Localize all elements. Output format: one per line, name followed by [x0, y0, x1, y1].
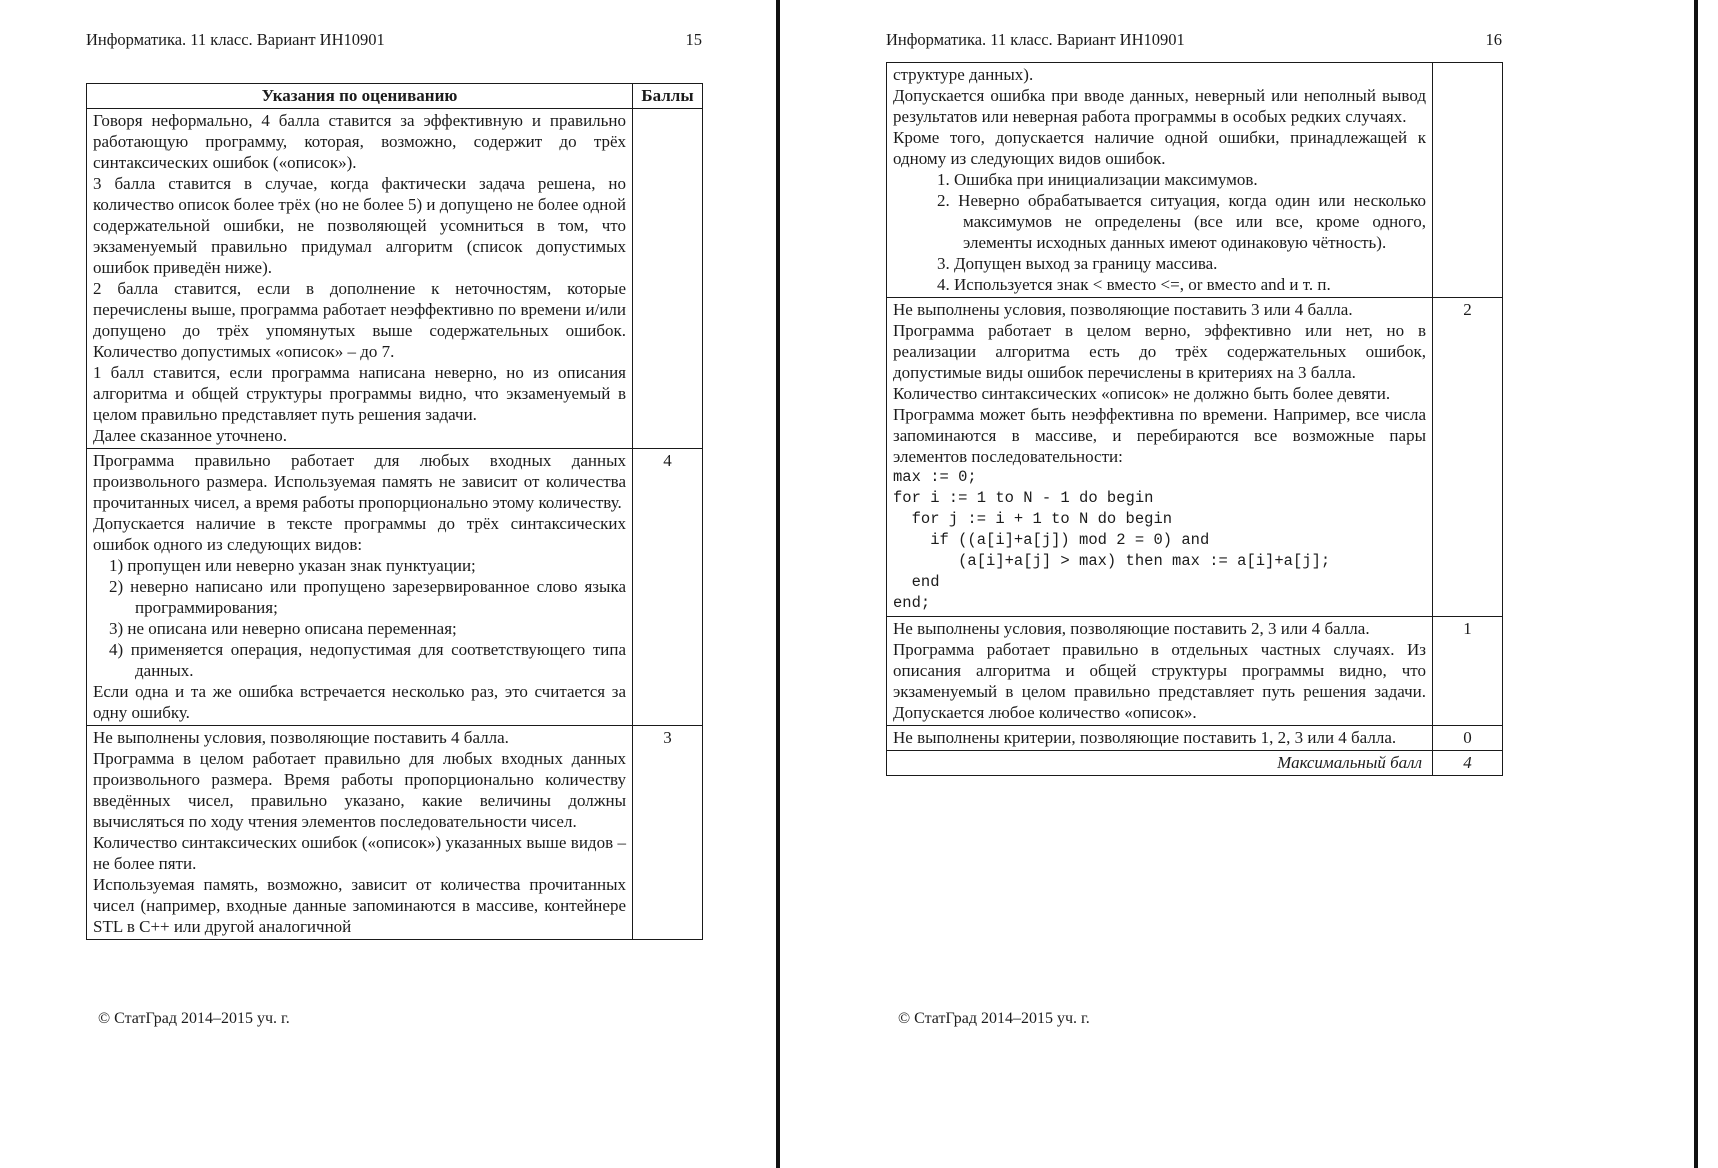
code-line: end; [893, 594, 931, 612]
list-item: 1. Ошибка при инициализации максимумов. [937, 170, 1258, 189]
paragraph: структуре данных). [893, 65, 1034, 84]
table-header-criteria: Указания по оцениванию [87, 84, 633, 109]
table-row-score-2 [887, 298, 1503, 617]
page-footer: © СтатГрад 2014–2015 уч. г. [98, 1010, 290, 1027]
paragraph: Программа в целом работает правильно для любых входных данных произвольного размера. Время работы пропорционально количеству введённых чисел, правильно указано, какие величины должны вычисляться по ходу чтения элементов последовательности чисел. [93, 749, 626, 831]
paragraph: Допускается наличие в тексте программы до трёх синтаксических ошибок одного из следующих видов: [93, 514, 626, 554]
criteria-cell [887, 617, 1433, 726]
criteria-cell [87, 449, 633, 726]
paragraph: 3 балла ставится в случае, когда фактически задача решена, но количество описок более трёх (но не более 5) и допущено не более одной содержательной ошибки, не позволяющей усомниться в том, что экзаменуемый правильно придумал алгоритм (список допустимых ошибок приведён ниже). [93, 174, 626, 277]
paragraph: Кроме того, допускается наличие одной ошибки, принадлежащей к одному из следующих видов ошибок. [893, 128, 1426, 168]
paragraph: Программа работает правильно в отдельных частных случаях. Из описания алгоритма и общей структуры программы видно, что экзаменуемый в целом правильно представляет путь решения задачи. Допускается любое количество «описок». [893, 640, 1426, 722]
list-item: 4) применяется операция, недопустимая для соответствующего типа данных. [109, 640, 626, 680]
paragraph: Не выполнены условия, позволяющие поставить 2, 3 или 4 балла. [893, 619, 1370, 638]
table-header-row [87, 84, 703, 109]
page-number: 15 [685, 30, 702, 49]
criteria-cell [887, 63, 1433, 298]
score-cell: 2 [1433, 298, 1503, 617]
table-row-score-0 [887, 726, 1503, 751]
page-number: 16 [1485, 30, 1502, 49]
scoring-table [86, 83, 703, 940]
criteria-cell [87, 109, 633, 449]
score-cell [633, 109, 703, 449]
criteria-cell [887, 298, 1433, 617]
list-item: 4. Используется знак < вместо <=, or вместо and и т. п. [937, 275, 1331, 294]
page-header [86, 30, 702, 50]
paragraph: Не выполнены условия, позволяющие поставить 4 балла. [93, 728, 509, 747]
criteria-cell [87, 726, 633, 940]
page-15 [86, 30, 702, 1145]
table-row-score-3-continued [887, 63, 1503, 298]
criteria-cell [887, 726, 1433, 751]
max-score-value: 4 [1433, 751, 1503, 776]
paragraph: Количество синтаксических «описок» не должно быть более девяти. [893, 384, 1391, 403]
table-row-score-1 [887, 617, 1503, 726]
score-cell: 3 [633, 726, 703, 940]
score-cell: 0 [1433, 726, 1503, 751]
code-line: end [893, 573, 940, 591]
list-item: 2. Неверно обрабатывается ситуация, когда один или несколько максимумов не определены (все или все, кроме одного, элементы исходных данных имеют одинаковую чётность). [937, 191, 1426, 252]
paragraph: Количество синтаксических ошибок («описок») указанных выше видов – не более пяти. [93, 833, 626, 873]
scoring-table-continued [886, 62, 1503, 776]
paragraph: Допускается ошибка при вводе данных, неверный или неполный вывод результатов или неверная работа программы в особых редких случаях. [893, 86, 1426, 126]
list-item: 3. Допущен выход за границу массива. [937, 254, 1218, 273]
table-row-score-3 [87, 726, 703, 940]
paragraph: Программа правильно работает для любых входных данных произвольного размера. Используемая память не зависит от количества прочитанных чисел, а время работы пропорционально этому количеству. [93, 451, 626, 512]
page-footer: © СтатГрад 2014–2015 уч. г. [898, 1010, 1090, 1027]
table-row-general [87, 109, 703, 449]
paragraph: 2 балла ставится, если в дополнение к неточностям, которые перечислены выше, программа работает неэффективно по времени и/или допущено до трёх упомянутых выше содержательных ошибок. Количество допустимых «описок» – до 7. [93, 279, 626, 361]
paragraph: Используемая память, возможно, зависит от количества прочитанных чисел (например, входные данные запоминаются в массиве, контейнере STL в C++ или другой аналогичной [93, 875, 626, 936]
code-line: for j := i + 1 to N do begin [893, 510, 1173, 528]
table-row-max-score [887, 751, 1503, 776]
score-cell: 1 [1433, 617, 1503, 726]
code-line: max := 0; [893, 468, 977, 486]
code-line: for i := 1 to N - 1 do begin [893, 489, 1154, 507]
code-block [893, 467, 1426, 614]
paragraph: Далее сказанное уточнено. [93, 426, 287, 445]
code-line: (a[i]+a[j] > max) then max := a[i]+a[j]; [893, 552, 1331, 570]
page-16 [886, 30, 1502, 1145]
paragraph: Если одна и та же ошибка встречается несколько раз, это считается за одну ошибку. [93, 682, 626, 722]
table-header-score: Баллы [633, 84, 703, 109]
page-divider [776, 0, 780, 1168]
document-title: Информатика. 11 класс. Вариант ИН10901 [86, 30, 385, 49]
document-title: Информатика. 11 класс. Вариант ИН10901 [886, 30, 1185, 49]
page-edge-line [1694, 0, 1698, 1168]
score-cell: 4 [633, 449, 703, 726]
max-score-label: Максимальный балл [887, 751, 1433, 776]
table-row-score-4 [87, 449, 703, 726]
score-cell [1433, 63, 1503, 298]
list-item: 1) пропущен или неверно указан знак пунктуации; [109, 556, 476, 575]
list-item: 2) неверно написано или пропущено зарезервированное слово языка программирования; [109, 577, 626, 617]
paragraph: Не выполнены условия, позволяющие поставить 3 или 4 балла. [893, 300, 1353, 319]
list-item: 3) не описана или неверно описана переменная; [109, 619, 457, 638]
paragraph: 1 балл ставится, если программа написана неверно, но из описания алгоритма и общей структуры программы видно, что экзаменуемый в целом правильно представляет путь решения задачи. [93, 363, 626, 424]
page-header [886, 30, 1502, 50]
paragraph: Не выполнены критерии, позволяющие поставить 1, 2, 3 или 4 балла. [893, 728, 1397, 747]
paragraph: Говоря неформально, 4 балла ставится за эффективную и правильно работающую программу, которая, возможно, содержит до трёх синтаксических ошибок («описок»). [93, 111, 626, 172]
code-line: if ((a[i]+a[j]) mod 2 = 0) and [893, 531, 1210, 549]
paragraph: Программа работает в целом верно, эффективно или нет, но в реализации алгоритма есть до трёх содержательных ошибок, допустимые виды ошибок перечислены в критериях на 3 балла. [893, 321, 1426, 382]
paragraph: Программа может быть неэффективна по времени. Например, все числа запоминаются в массиве, и перебираются все возможные пары элементов последовательности: [893, 405, 1426, 466]
